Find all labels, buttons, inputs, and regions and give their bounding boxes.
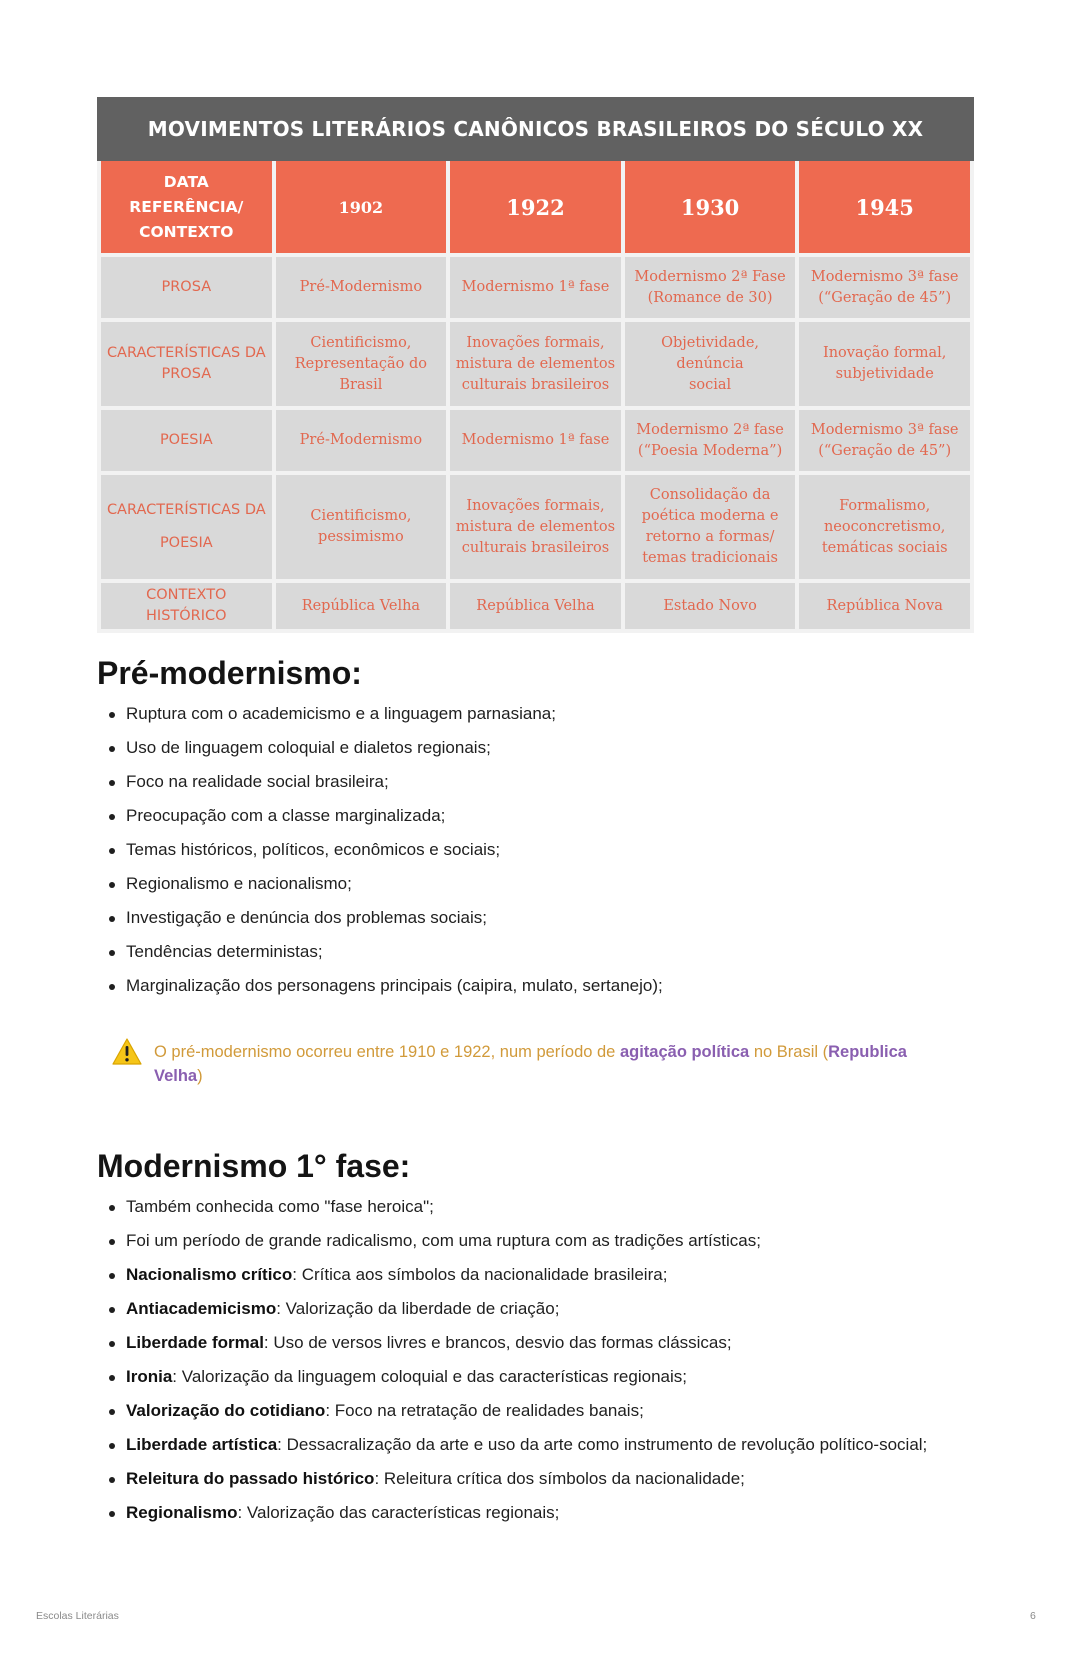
table-cell: Estado Novo <box>625 583 796 629</box>
table-cell: Inovação formal, subjetividade <box>799 322 970 406</box>
list-item: Nacionalismo crítico: Crítica aos símbolos da nacionalidade brasileira; <box>126 1264 986 1298</box>
modernismo1-heading: Modernismo 1° fase: <box>97 1148 411 1184</box>
table-cell: Modernismo 1ª fase <box>450 257 621 318</box>
warning-icon <box>112 1038 142 1066</box>
premodernismo-list <box>97 703 986 1009</box>
list-item: Preocupação com a classe marginalizada; <box>126 805 986 839</box>
table-cell: República Velha <box>450 583 621 629</box>
list-item: Uso de linguagem coloquial e dialetos regionais; <box>126 737 986 771</box>
list-item: Investigação e denúncia dos problemas sociais; <box>126 907 986 941</box>
list-item: Ruptura com o academicismo e a linguagem parnasiana; <box>126 703 986 737</box>
row-label: PROSA <box>101 257 272 318</box>
list-item: Liberdade artística: Dessacralização da arte e uso da arte como instrumento de revolução político-social; <box>126 1434 986 1468</box>
table-row-contexto-historico <box>101 583 970 629</box>
row-label: CONTEXTO HISTÓRICO <box>101 583 272 629</box>
table-cell: Modernismo 3ª fase (“Geração de 45”) <box>799 257 970 318</box>
table-cell: Cientificismo, pessimismo <box>276 475 447 579</box>
row-label: CARACTERÍSTICAS DA POESIA <box>101 475 272 579</box>
footer-document-title: Escolas Literárias <box>36 1610 119 1622</box>
warning-callout <box>112 1040 942 1088</box>
premodernismo-heading: Pré-modernismo: <box>97 655 362 691</box>
list-item: Foi um período de grande radicalismo, com uma ruptura com as tradições artísticas; <box>126 1230 986 1264</box>
literary-movements-table <box>97 97 974 633</box>
modernismo1-list <box>97 1196 986 1536</box>
list-item: Também conhecida como "fase heroica"; <box>126 1196 986 1230</box>
table-cell: Objetividade, denúncia social <box>625 322 796 406</box>
table-cell: Pré-Modernismo <box>276 410 447 471</box>
table-cell: República Velha <box>276 583 447 629</box>
callout-highlight: agitação política <box>619 1043 750 1061</box>
table-cell: Cientificismo, Representação do Brasil <box>276 322 447 406</box>
callout-text: O pré-modernismo ocorreu entre 1910 e 1922, num período de agitação política no Brasil (Republica Velha) <box>154 1043 907 1085</box>
year-header: 1945 <box>799 161 970 253</box>
list-item: Tendências deterministas; <box>126 941 986 975</box>
table-header-row <box>101 161 970 253</box>
callout-highlight: Republica Velha <box>154 1043 907 1085</box>
list-item: Foco na realidade social brasileira; <box>126 771 986 805</box>
list-item: Releitura do passado histórico: Releitura crítica dos símbolos da nacionalidade; <box>126 1468 986 1502</box>
table-cell: Modernismo 3ª fase (“Geração de 45”) <box>799 410 970 471</box>
year-header: 1902 <box>276 161 447 253</box>
list-item: Antiacademicismo: Valorização da liberdade de criação; <box>126 1298 986 1332</box>
table-row-caracteristicas-poesia <box>101 475 970 579</box>
year-header: 1922 <box>450 161 621 253</box>
table-row-prosa <box>101 257 970 318</box>
row-label: POESIA <box>101 410 272 471</box>
list-item: Valorização do cotidiano: Foco na retratação de realidades banais; <box>126 1400 986 1434</box>
corner-header: DATA REFERÊNCIA/ CONTEXTO <box>101 161 272 253</box>
list-item: Temas históricos, políticos, econômicos e sociais; <box>126 839 986 873</box>
table-grid <box>97 157 974 633</box>
year-header: 1930 <box>625 161 796 253</box>
table-row-poesia <box>101 410 970 471</box>
table-cell: Formalismo, neoconcretismo, temáticas sociais <box>799 475 970 579</box>
table-cell: Inovações formais, mistura de elementos culturais brasileiros <box>450 475 621 579</box>
table-row-caracteristicas-prosa <box>101 322 970 406</box>
list-item: Regionalismo: Valorização das características regionais; <box>126 1502 986 1536</box>
table-cell: Consolidação da poética moderna e retorno a formas/ temas tradicionais <box>625 475 796 579</box>
table-title: MOVIMENTOS LITERÁRIOS CANÔNICOS BRASILEIROS DO SÉCULO XX <box>97 97 974 161</box>
table-cell: Inovações formais, mistura de elementos culturais brasileiros <box>450 322 621 406</box>
table-cell: Modernismo 2ª Fase (Romance de 30) <box>625 257 796 318</box>
list-item: Ironia: Valorização da linguagem coloquial e das características regionais; <box>126 1366 986 1400</box>
table-cell: Modernismo 2ª fase (“Poesia Moderna”) <box>625 410 796 471</box>
table-cell: Modernismo 1ª fase <box>450 410 621 471</box>
table-cell: Pré-Modernismo <box>276 257 447 318</box>
footer-page-number: 6 <box>1030 1610 1036 1622</box>
list-item: Regionalismo e nacionalismo; <box>126 873 986 907</box>
row-label: CARACTERÍSTICAS DA PROSA <box>101 322 272 406</box>
table-cell: República Nova <box>799 583 970 629</box>
list-item: Liberdade formal: Uso de versos livres e brancos, desvio das formas clássicas; <box>126 1332 986 1366</box>
list-item: Marginalização dos personagens principais (caipira, mulato, sertanejo); <box>126 975 986 1009</box>
